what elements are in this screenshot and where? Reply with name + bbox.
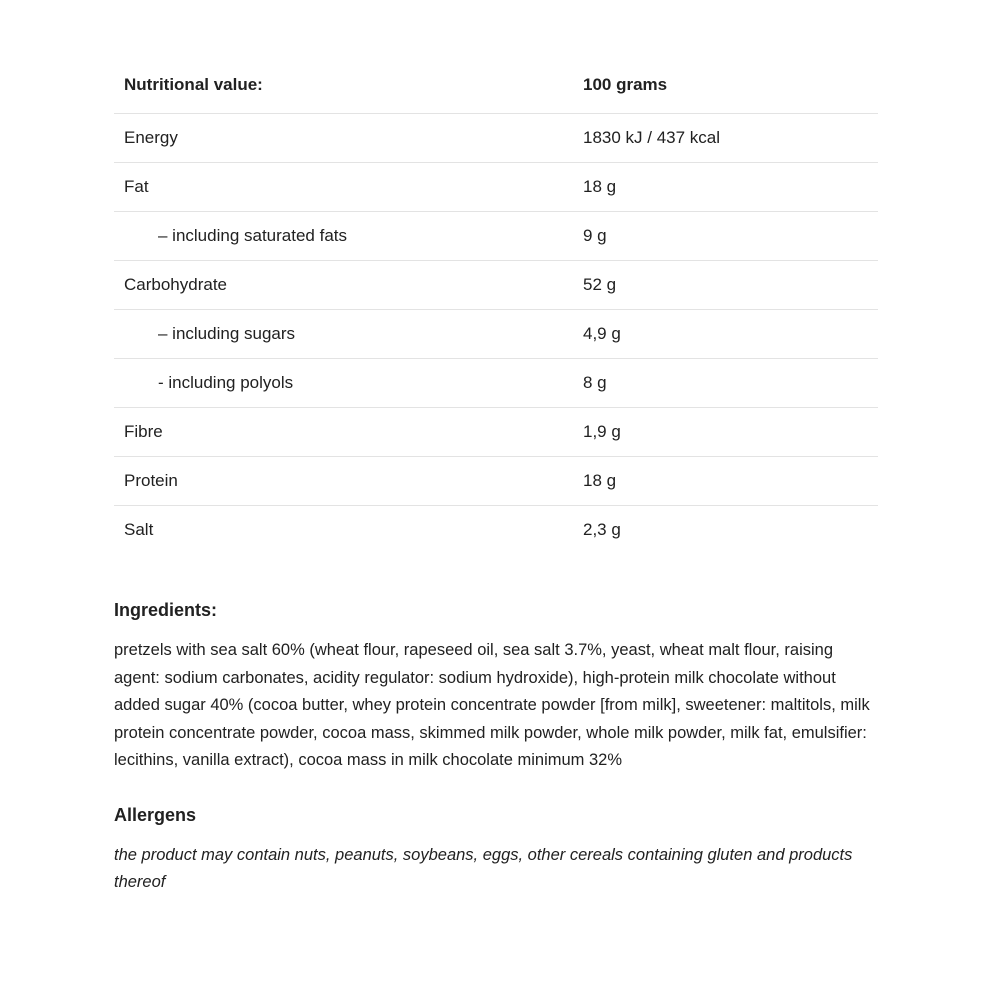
row-value: 2,3 g xyxy=(583,520,621,539)
row-label: - including polyols xyxy=(158,373,294,392)
nutrition-table-header-value: 100 grams xyxy=(583,75,668,94)
table-row-saturated-fats xyxy=(114,211,878,260)
row-label: – including sugars xyxy=(158,324,296,343)
table-row-carbohydrate xyxy=(114,260,878,309)
table-row-fibre xyxy=(114,407,878,456)
nutrition-table-header-label: Nutritional value: xyxy=(124,75,263,94)
row-label: – including saturated fats xyxy=(158,226,348,245)
row-label: Fat xyxy=(124,177,149,196)
nutrition-table-header-row xyxy=(114,75,878,113)
table-row-protein xyxy=(114,456,878,505)
row-label: Fibre xyxy=(124,422,163,441)
table-row-salt xyxy=(114,505,878,554)
row-value: 9 g xyxy=(583,226,607,245)
row-label: Salt xyxy=(124,520,154,539)
row-value: 18 g xyxy=(583,471,617,490)
table-row-energy xyxy=(114,113,878,162)
nutrition-table xyxy=(114,75,878,554)
table-row-fat xyxy=(114,162,878,211)
allergens-text: the product may contain nuts, peanuts, soybeans, eggs, other cereals containing gluten and products thereof xyxy=(114,845,853,891)
row-label: Energy xyxy=(124,128,178,147)
table-row-sugars xyxy=(114,309,878,358)
row-label: Carbohydrate xyxy=(124,275,228,294)
table-row-polyols xyxy=(114,358,878,407)
row-value: 1,9 g xyxy=(583,422,621,441)
row-value: 18 g xyxy=(583,177,617,196)
allergens-heading: Allergens xyxy=(114,804,197,825)
ingredients-heading: Ingredients: xyxy=(114,600,218,620)
row-value: 8 g xyxy=(583,373,607,392)
row-value: 4,9 g xyxy=(583,324,621,343)
product-info-section xyxy=(114,0,878,897)
ingredients-text: pretzels with sea salt 60% (wheat flour, rapeseed oil, sea salt 3.7%, yeast, wheat malt flour, raising agent: sodium carbonates, acidity regulator: sodium hydroxide), high-protein milk chocolate without added sugar 40% (cocoa butter, whey protein concentrate powder [from milk], sweetener: maltitols, milk protein concentrate powder, cocoa mass, skimmed milk powder, whole milk powder, milk fat, emulsifier: lecithins, vanilla extract), cocoa mass in milk chocolate minimum 32% xyxy=(114,641,870,769)
row-value: 52 g xyxy=(583,275,617,294)
row-value: 1830 kJ / 437 kcal xyxy=(583,128,721,147)
row-label: Protein xyxy=(124,471,178,490)
